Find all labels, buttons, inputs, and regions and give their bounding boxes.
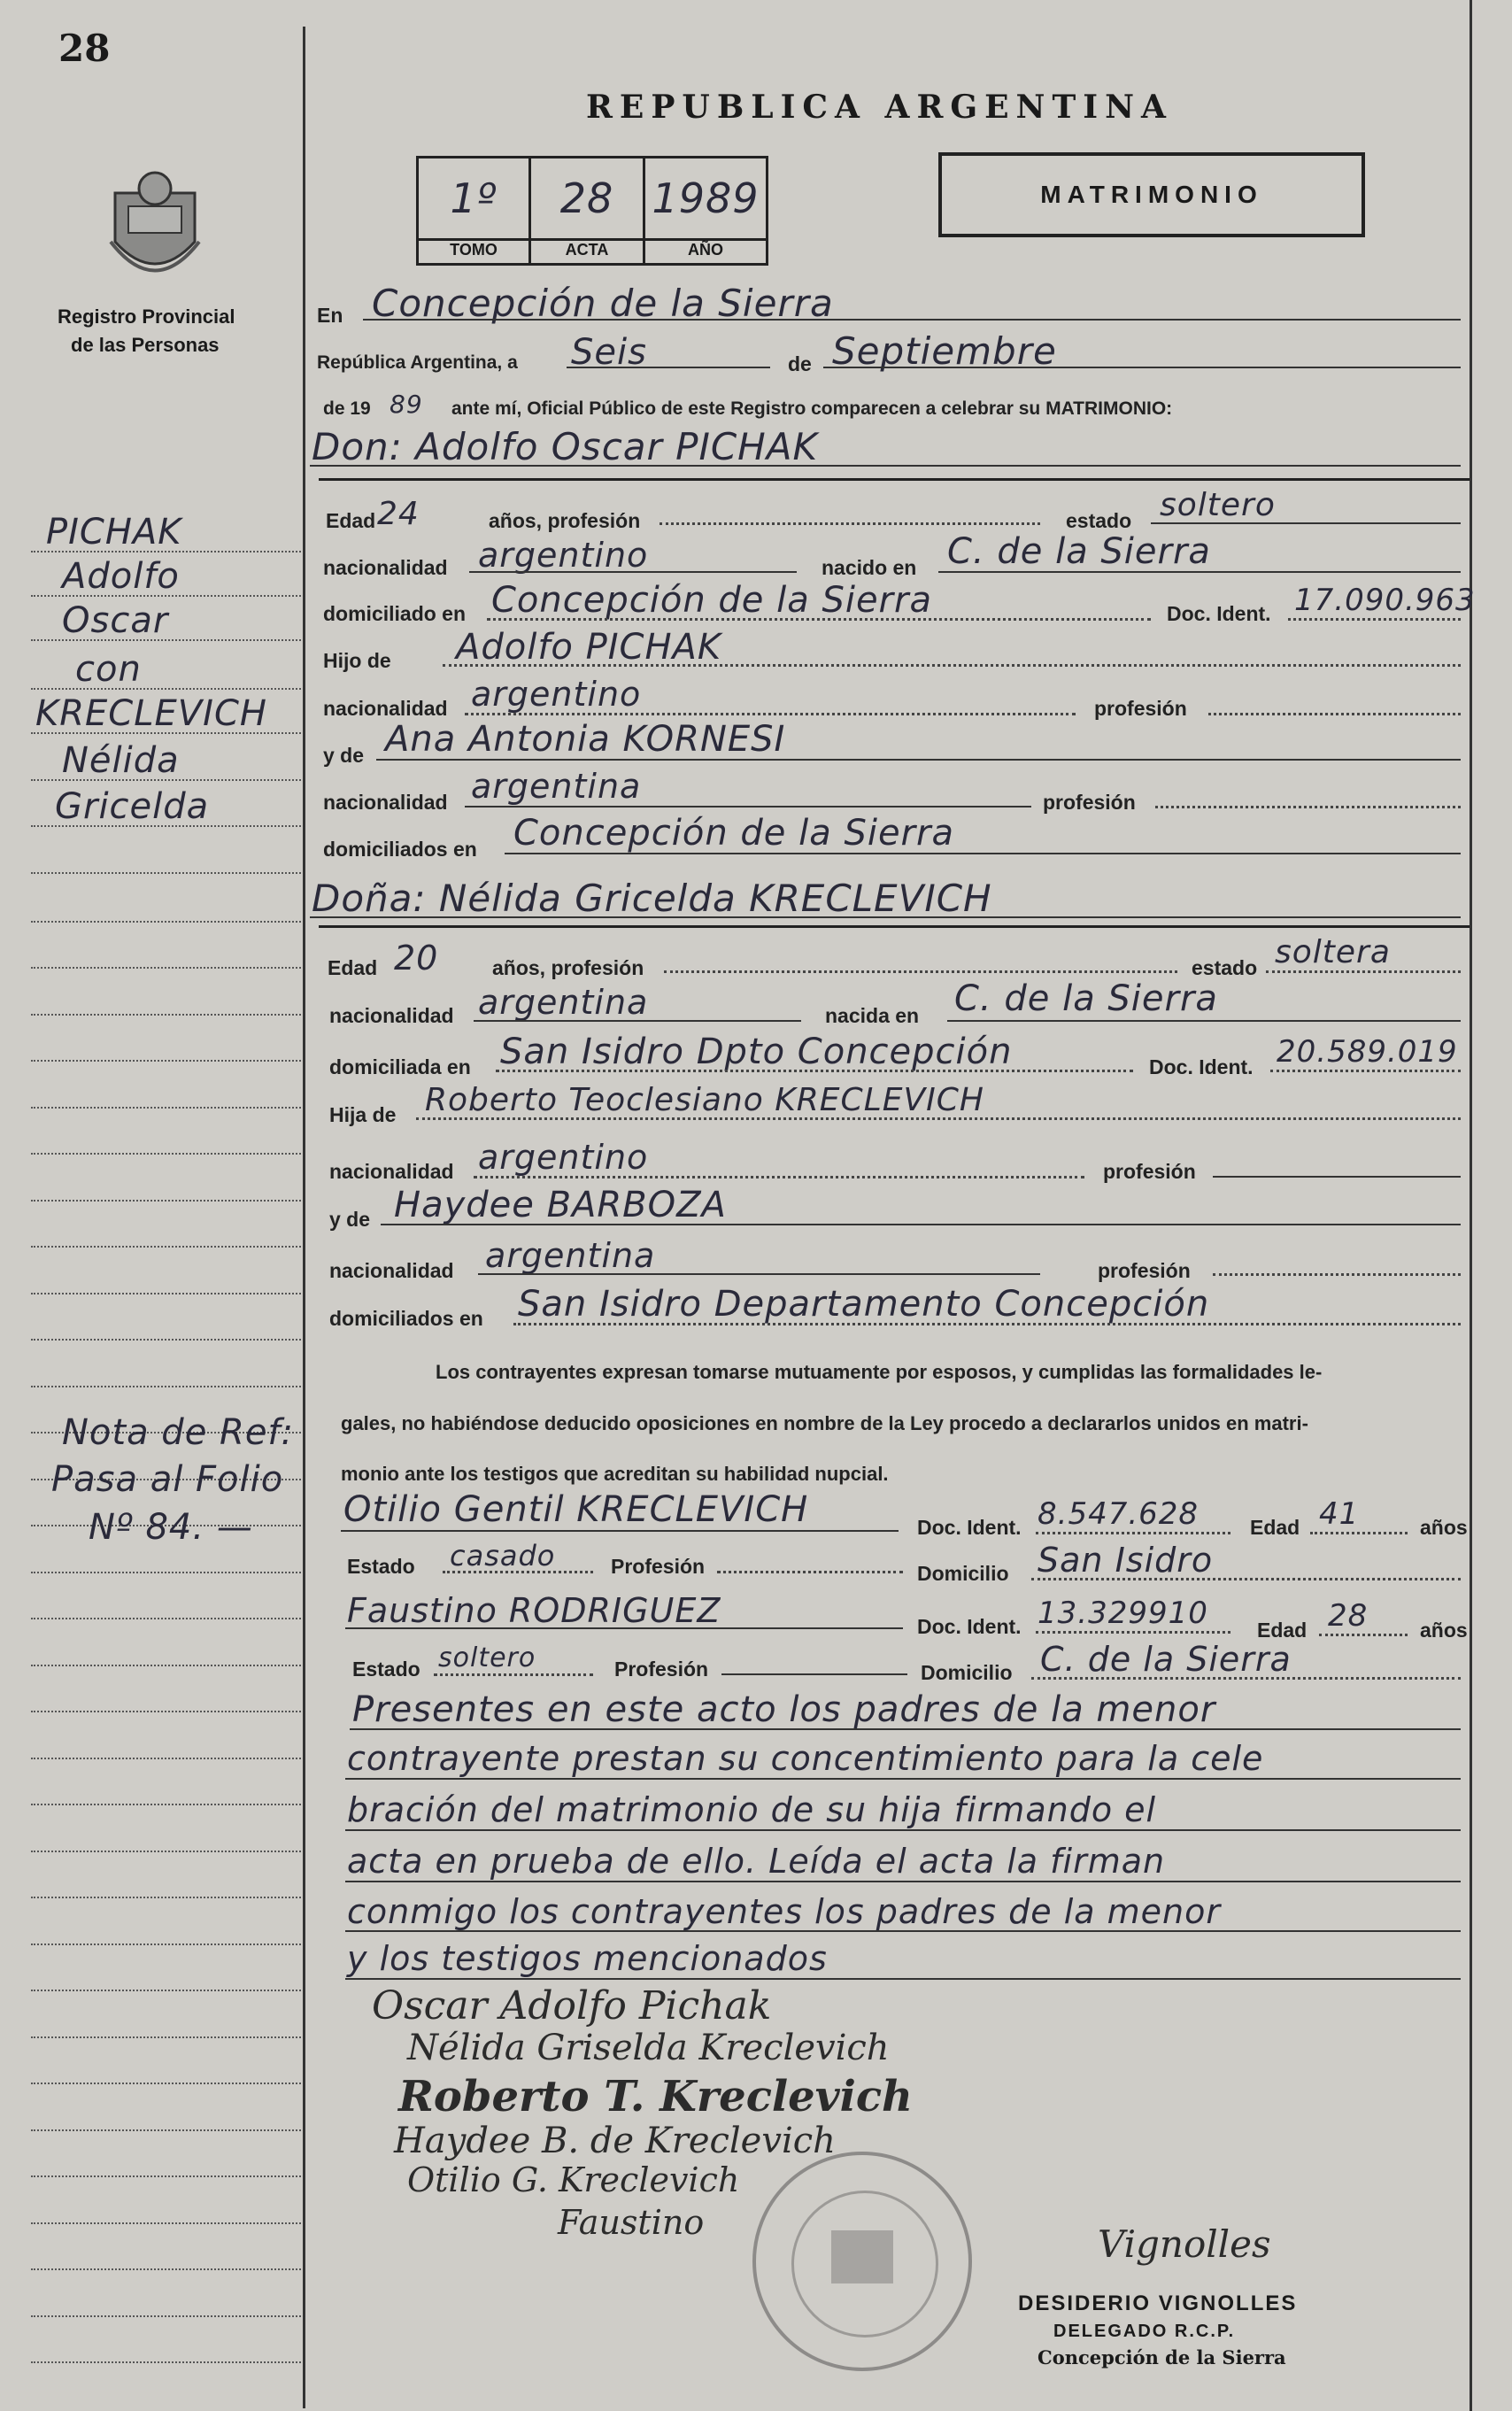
- groom-edad-label: Edad: [326, 509, 376, 532]
- bride-name: Doña: Nélida Gricelda KRECLEVICH: [312, 877, 992, 920]
- official-place: Concepción de la Sierra: [1038, 2346, 1286, 2368]
- right-border: [1470, 0, 1472, 2411]
- groom-yde-label: y de: [323, 744, 365, 767]
- bride-nat-label: nacionalidad: [329, 1004, 454, 1027]
- ref-note-line1: Nota de Ref:: [62, 1412, 294, 1453]
- bride-nat: argentina: [478, 983, 649, 1022]
- groom-father-nat: argentino: [471, 675, 642, 714]
- bride-age: 20: [394, 939, 439, 978]
- registry-name-line1: Registro Provincial: [58, 305, 235, 328]
- signature-witness2: Faustino: [558, 2203, 705, 2242]
- groom-mother-prof-label: profesión: [1043, 791, 1136, 814]
- republica-label: República Argentina, a: [317, 352, 518, 373]
- bride-father-nat-label: nacionalidad: [329, 1160, 454, 1183]
- official-title: DELEGADO R.C.P.: [1053, 2322, 1236, 2341]
- page-number: 28: [58, 27, 111, 70]
- month-value: Septiembre: [832, 329, 1057, 373]
- coat-of-arms-emblem: [97, 158, 212, 290]
- groom-mother: Ana Antonia KORNESI: [385, 719, 786, 760]
- margin-name-7: Gricelda: [55, 786, 210, 827]
- witness2-estado-label: Estado: [352, 1658, 420, 1681]
- witness2-doc: 13.329910: [1038, 1596, 1208, 1631]
- witness2-edad-label: Edad: [1257, 1619, 1308, 1642]
- witness1-prof-label: Profesión: [611, 1555, 706, 1578]
- bride-prof-label: años, profesión: [492, 956, 644, 979]
- bride-estado-label: estado: [1192, 956, 1258, 979]
- note-line3: bración del matrimonio de su hija firmando el: [347, 1790, 1157, 1829]
- witness1-dom-label: Domicilio: [917, 1562, 1009, 1585]
- witness1-anios-label: años: [1420, 1516, 1468, 1539]
- groom-nat-label: nacionalidad: [323, 556, 448, 579]
- groom-hijo-label: Hijo de: [323, 649, 391, 672]
- ref-note-line2: Pasa al Folio: [51, 1459, 284, 1500]
- year-prefix: de 19: [323, 398, 371, 419]
- official-name: DESIDERIO VIGNOLLES: [1018, 2291, 1298, 2315]
- acta-value: 28: [559, 174, 614, 222]
- declaration-line2: gales, no habiéndose deducido oposiciones en nombre de la Ley procedo a declararlos unidos en matri-: [341, 1412, 1308, 1434]
- acta-label: ACTA: [531, 238, 643, 259]
- witness2-dom-label: Domicilio: [921, 1661, 1013, 1684]
- country-heading: REPUBLICA ARGENTINA: [586, 89, 1173, 126]
- note-line6: y los testigos mencionados: [347, 1939, 828, 1978]
- groom-rule: [319, 478, 1470, 481]
- bride-father-prof-label: profesión: [1103, 1160, 1196, 1183]
- appear-text: ante mí, Oficial Público de este Registro comparecen a celebrar su MATRIMONIO:: [451, 398, 1173, 419]
- witness2-name: Faustino RODRIGUEZ: [347, 1591, 721, 1630]
- groom-age: 24: [377, 496, 420, 532]
- note-line1: Presentes en este acto los padres de la menor: [352, 1689, 1216, 1730]
- witness2-anios-label: años: [1420, 1619, 1468, 1642]
- declaration-line1: Los contrayentes expresan tomarse mutuamente por esposos, y cumplidas las formalidades le-: [436, 1361, 1323, 1383]
- groom-father-nat-label: nacionalidad: [323, 697, 448, 720]
- groom-doc: 17.090.963: [1294, 583, 1476, 618]
- signature-bride-father: Roberto T. Kreclevich: [398, 2072, 913, 2121]
- bride-nacida-label: nacida en: [825, 1004, 920, 1027]
- bride-rule: [319, 925, 1470, 928]
- margin-name-6: Nélida: [62, 740, 180, 781]
- registry-name-line2: de las Personas: [71, 334, 220, 356]
- bride-doc-label: Doc. Ident.: [1149, 1055, 1254, 1078]
- record-number-box: [416, 156, 768, 266]
- bride-doc: 20.589.019: [1277, 1034, 1458, 1070]
- groom-doc-label: Doc. Ident.: [1167, 602, 1271, 625]
- note-line5: conmigo los contrayentes los padres de la menor: [347, 1892, 1222, 1931]
- de-label: de: [788, 352, 812, 375]
- note-line2: contrayente prestan su concentimiento para la cele: [347, 1739, 1264, 1778]
- signature-bride: Nélida Griselda Kreclevich: [407, 2028, 890, 2068]
- margin-name-3: Oscar: [62, 600, 169, 641]
- official-seal-stamp: [752, 2152, 972, 2371]
- groom-estado-label: estado: [1066, 509, 1132, 532]
- witness1-domicilio: San Isidro: [1038, 1541, 1214, 1580]
- groom-parents-dom-label: domiciliados en: [323, 838, 477, 861]
- margin-divider: [303, 27, 305, 2408]
- groom-nat: argentino: [478, 536, 649, 575]
- bride-dom-label: domiciliada en: [329, 1055, 471, 1078]
- witness1-estado: casado: [450, 1539, 556, 1573]
- bride-edad-label: Edad: [328, 956, 378, 979]
- witness1-doc-label: Doc. Ident.: [917, 1516, 1022, 1539]
- witness2-prof-label: Profesión: [614, 1658, 709, 1681]
- groom-prof-label: años, profesión: [489, 509, 641, 532]
- groom-domicilio: Concepción de la Sierra: [491, 580, 932, 621]
- place-value: Concepción de la Sierra: [372, 282, 834, 325]
- witness1-age: 41: [1319, 1496, 1360, 1532]
- year-suffix: 89: [390, 390, 423, 419]
- official-signature: Vignolles: [1098, 2222, 1271, 2266]
- signature-groom: Oscar Adolfo Pichak: [372, 1983, 772, 2028]
- bride-birthplace: C. de la Sierra: [954, 978, 1218, 1019]
- ref-note-line3: Nº 84. —: [89, 1507, 253, 1548]
- groom-dom-label: domiciliado en: [323, 602, 467, 625]
- groom-name: Don: Adolfo Oscar PICHAK: [312, 425, 819, 468]
- bride-parents-dom: San Isidro Departamento Concepción: [518, 1284, 1210, 1325]
- bride-father-nat: argentino: [478, 1138, 649, 1177]
- bride-estado: soltera: [1275, 934, 1391, 970]
- groom-father: Adolfo PICHAK: [456, 627, 722, 668]
- margin-name-4: con: [75, 649, 142, 690]
- witness1-doc: 8.547.628: [1038, 1496, 1200, 1532]
- bride-mother-nat: argentina: [485, 1236, 656, 1275]
- declaration-line3: monio ante los testigos que acreditan su habilidad nupcial.: [341, 1463, 889, 1485]
- act-type-box: MATRIMONIO: [938, 152, 1365, 237]
- groom-mother-nat-label: nacionalidad: [323, 791, 448, 814]
- tomo-value: 1º: [450, 174, 498, 222]
- signature-witness1: Otilio G. Kreclevich: [407, 2160, 740, 2199]
- witness1-estado-label: Estado: [347, 1555, 415, 1578]
- bride-mother-prof-label: profesión: [1098, 1259, 1191, 1282]
- bride-mother-nat-label: nacionalidad: [329, 1259, 454, 1282]
- witness2-domicilio: C. de la Sierra: [1040, 1640, 1292, 1679]
- en-label: En: [317, 304, 343, 327]
- tomo-label: TOMO: [419, 238, 528, 259]
- margin-name-2: Adolfo: [62, 556, 180, 597]
- bride-father: Roberto Teoclesiano KRECLEVICH: [425, 1082, 984, 1118]
- bride-mother: Haydee BARBOZA: [394, 1185, 727, 1225]
- bride-hija-label: Hija de: [329, 1103, 397, 1126]
- day-value: Seis: [571, 332, 647, 373]
- anio-value: 1989: [652, 174, 760, 222]
- groom-mother-nat: argentina: [471, 767, 642, 806]
- anio-label: AÑO: [645, 238, 766, 259]
- margin-name-5: KRECLEVICH: [35, 693, 267, 734]
- bride-domicilio: San Isidro Dpto Concepción: [500, 1032, 1013, 1072]
- witness2-estado: soltero: [438, 1642, 536, 1673]
- groom-nacido-label: nacido en: [822, 556, 917, 579]
- groom-birthplace: C. de la Sierra: [947, 531, 1211, 572]
- bride-yde-label: y de: [329, 1208, 371, 1231]
- bride-parents-dom-label: domiciliados en: [329, 1307, 483, 1330]
- groom-estado: soltero: [1160, 487, 1276, 523]
- groom-parents-dom: Concepción de la Sierra: [513, 813, 954, 854]
- note-line4: acta en prueba de ello. Leída el acta la firman: [347, 1842, 1166, 1881]
- groom-father-prof-label: profesión: [1094, 697, 1187, 720]
- margin-name-1: PICHAK: [46, 512, 182, 553]
- witness1-name: Otilio Gentil KRECLEVICH: [343, 1489, 809, 1530]
- witness1-edad-label: Edad: [1250, 1516, 1300, 1539]
- witness2-age: 28: [1328, 1598, 1369, 1634]
- witness2-doc-label: Doc. Ident.: [917, 1615, 1022, 1638]
- signature-bride-mother: Haydee B. de Kreclevich: [394, 2121, 836, 2161]
